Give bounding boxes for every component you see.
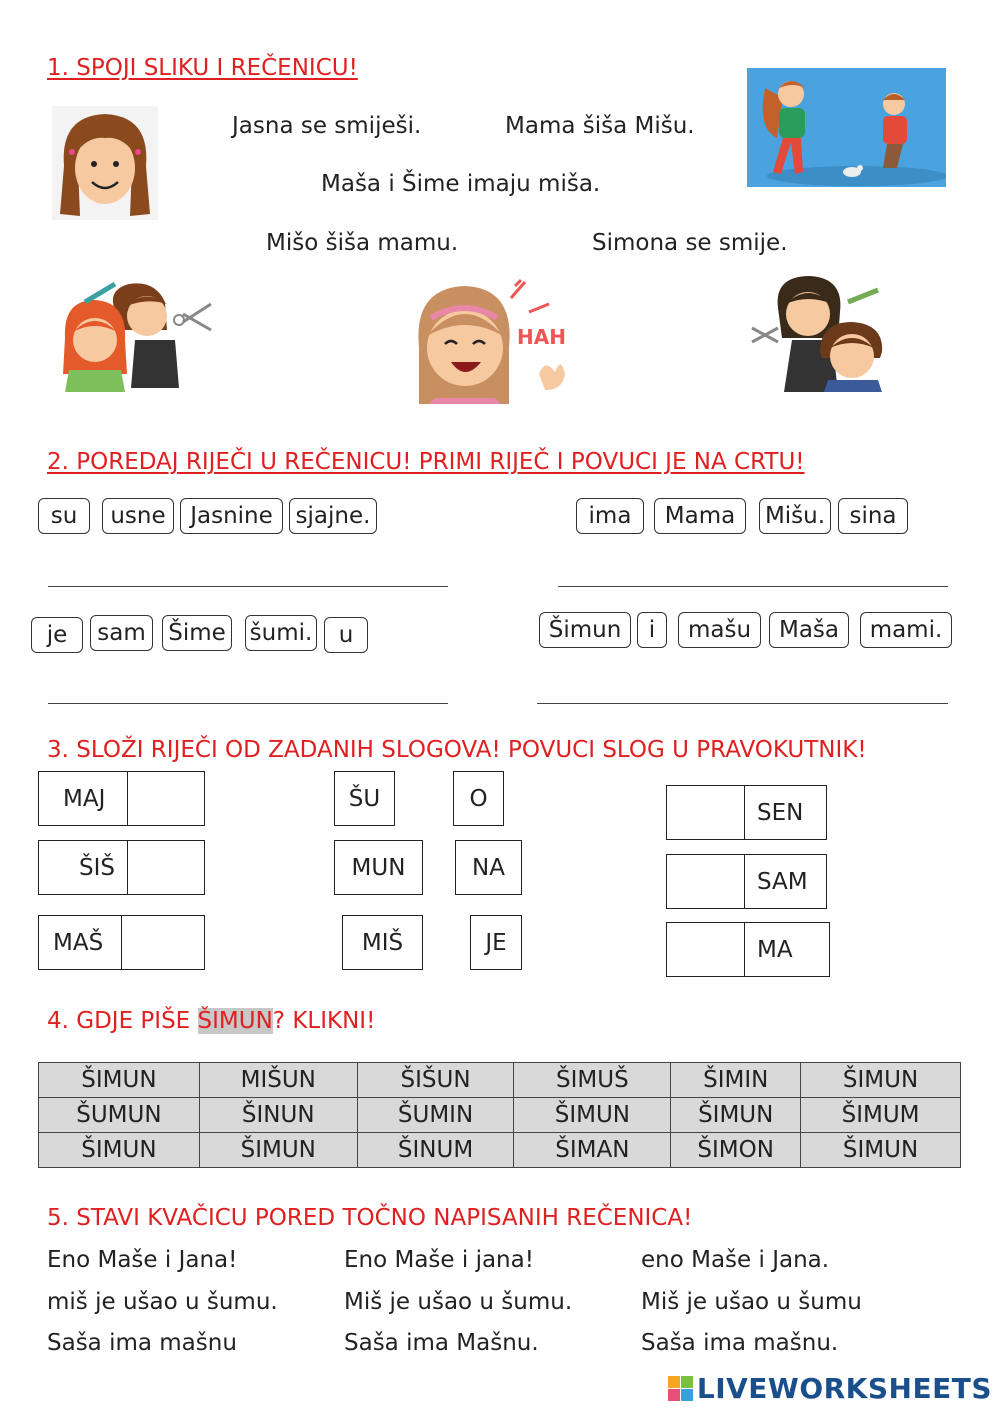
syllable-label: MA bbox=[757, 936, 793, 963]
syllable-tile[interactable]: ŠU bbox=[334, 771, 395, 826]
section1-heading: 1. SPOJI SLIKU I REČENICU! bbox=[47, 55, 358, 81]
word-chip[interactable]: je bbox=[31, 617, 83, 653]
syllable-drop-slot[interactable] bbox=[121, 916, 204, 969]
laughing-girl-image[interactable] bbox=[405, 278, 585, 404]
word-chip[interactable]: šumi. bbox=[245, 615, 317, 651]
syllable-target-box bbox=[38, 840, 205, 895]
word-cell[interactable]: ŠIMUM bbox=[801, 1098, 961, 1133]
section4-heading bbox=[47, 1008, 375, 1034]
section4-heading-suffix: ? KLIKNI! bbox=[272, 1008, 376, 1034]
word-cell[interactable]: ŠIMUN bbox=[671, 1098, 801, 1133]
logo-square bbox=[681, 1376, 693, 1388]
word-grid bbox=[38, 1062, 961, 1168]
haircut-girl-image[interactable] bbox=[55, 270, 215, 392]
word-cell[interactable]: ŠINUN bbox=[199, 1098, 357, 1133]
word-chip[interactable]: mami. bbox=[860, 612, 952, 648]
check-sentence[interactable]: Saša ima mašnu bbox=[47, 1330, 237, 1356]
table-row bbox=[39, 1133, 961, 1168]
sentence-5[interactable]: Simona se smije. bbox=[592, 230, 788, 256]
check-sentence[interactable]: Eno Maše i jana! bbox=[344, 1247, 534, 1273]
word-cell[interactable]: ŠUMIN bbox=[357, 1098, 514, 1133]
kids-with-mouse-image[interactable] bbox=[747, 68, 946, 187]
laugh-text: HAH bbox=[517, 325, 566, 349]
answer-line[interactable] bbox=[48, 703, 448, 704]
word-chip[interactable]: sam bbox=[90, 615, 153, 651]
section4-heading-prefix: 4. GDJE PIŠE bbox=[47, 1008, 198, 1034]
word-cell[interactable]: ŠIMUN bbox=[801, 1063, 961, 1098]
syllable-tile[interactable]: O bbox=[453, 771, 504, 826]
word-chip[interactable]: Maša bbox=[769, 612, 849, 648]
sentence-2[interactable]: Mama šiša Mišu. bbox=[505, 113, 695, 139]
syllable-drop-slot[interactable] bbox=[127, 841, 204, 894]
word-chip[interactable]: i bbox=[637, 612, 667, 648]
word-chip[interactable]: su bbox=[38, 498, 90, 534]
word-cell[interactable]: ŠIMIN bbox=[671, 1063, 801, 1098]
check-sentence[interactable]: eno Maše i Jana. bbox=[641, 1247, 830, 1273]
table-row bbox=[39, 1063, 961, 1098]
word-chip[interactable]: Jasnine bbox=[180, 498, 283, 534]
syllable-drop-slot[interactable] bbox=[667, 786, 745, 839]
word-chip[interactable]: ima bbox=[576, 498, 644, 534]
word-chip[interactable]: mašu bbox=[678, 612, 761, 648]
syllable-target-box bbox=[38, 915, 205, 970]
haircut-boy-image[interactable] bbox=[748, 268, 898, 392]
liveworksheets-logo bbox=[668, 1372, 992, 1405]
word-chip[interactable]: sina bbox=[838, 498, 908, 534]
word-chip[interactable]: Šime bbox=[162, 615, 232, 651]
syllable-drop-slot[interactable] bbox=[667, 923, 745, 976]
word-cell[interactable]: ŠIMUN bbox=[39, 1133, 200, 1168]
sentence-1[interactable]: Jasna se smiješi. bbox=[232, 113, 422, 139]
word-cell[interactable]: ŠIMUŠ bbox=[514, 1063, 671, 1098]
syllable-label: MAŠ bbox=[53, 929, 104, 956]
word-chip[interactable]: Mišu. bbox=[759, 498, 831, 534]
logo-text: LIVEWORKSHEETS bbox=[696, 1372, 992, 1405]
word-cell[interactable]: ŠIMUN bbox=[39, 1063, 200, 1098]
section2-heading: 2. POREDAJ RIJEČI U REČENICU! PRIMI RIJEČ I POVUCI JE NA CRTU! bbox=[47, 449, 805, 475]
sentence-3[interactable]: Maša i Šime imaju miša. bbox=[321, 171, 601, 197]
logo-mark-icon bbox=[668, 1376, 693, 1401]
word-cell[interactable]: ŠIŠUN bbox=[357, 1063, 514, 1098]
word-chip[interactable]: u bbox=[324, 617, 368, 653]
answer-line[interactable] bbox=[537, 703, 948, 704]
syllable-target-box bbox=[38, 771, 205, 826]
syllable-tile[interactable]: MIŠ bbox=[342, 915, 423, 970]
syllable-label: ŠIŠ bbox=[79, 854, 115, 881]
check-sentence[interactable]: Saša ima mašnu. bbox=[641, 1330, 839, 1356]
syllable-label: MAJ bbox=[63, 785, 106, 812]
target-word-highlight: ŠIMUN bbox=[197, 1008, 273, 1034]
section3-heading: 3. SLOŽI RIJEČI OD ZADANIH SLOGOVA! POVUCI SLOG U PRAVOKUTNIK! bbox=[47, 737, 867, 763]
section5-heading: 5. STAVI KVAČICU PORED TOČNO NAPISANIH REČENICA! bbox=[47, 1205, 693, 1231]
syllable-label: SAM bbox=[757, 868, 808, 895]
check-sentence[interactable]: Eno Maše i Jana! bbox=[47, 1247, 238, 1273]
syllable-tile[interactable]: MUN bbox=[334, 840, 423, 895]
table-row bbox=[39, 1098, 961, 1133]
word-cell[interactable]: MIŠUN bbox=[199, 1063, 357, 1098]
syllable-tile[interactable]: JE bbox=[470, 915, 522, 970]
word-cell[interactable]: ŠIMAN bbox=[514, 1133, 671, 1168]
logo-square bbox=[681, 1389, 693, 1401]
check-sentence[interactable]: Saša ima Mašnu. bbox=[344, 1330, 539, 1356]
word-chip[interactable]: usne bbox=[102, 498, 174, 534]
word-cell[interactable]: ŠINUM bbox=[357, 1133, 514, 1168]
answer-line[interactable] bbox=[48, 586, 448, 587]
syllable-drop-slot[interactable] bbox=[127, 772, 204, 825]
syllable-tile[interactable]: NA bbox=[455, 840, 522, 895]
word-chip[interactable]: sjajne. bbox=[289, 498, 377, 534]
word-chip[interactable]: Mama bbox=[654, 498, 746, 534]
word-cell[interactable]: ŠIMUN bbox=[801, 1133, 961, 1168]
answer-line[interactable] bbox=[558, 586, 948, 587]
syllable-label: SEN bbox=[757, 799, 804, 826]
sentence-4[interactable]: Mišo šiša mamu. bbox=[266, 230, 459, 256]
word-cell[interactable]: ŠIMON bbox=[671, 1133, 801, 1168]
word-cell[interactable]: ŠIMUN bbox=[514, 1098, 671, 1133]
syllable-target-box bbox=[666, 922, 830, 977]
check-sentence[interactable]: Miš je ušao u šumu bbox=[641, 1289, 862, 1315]
girl-face-image[interactable] bbox=[52, 106, 158, 220]
check-sentence[interactable]: Miš je ušao u šumu. bbox=[344, 1289, 573, 1315]
check-sentence[interactable]: miš je ušao u šumu. bbox=[47, 1289, 278, 1315]
word-cell[interactable]: ŠUMUN bbox=[39, 1098, 200, 1133]
word-cell[interactable]: ŠIMUN bbox=[199, 1133, 357, 1168]
syllable-drop-slot[interactable] bbox=[667, 855, 745, 908]
logo-square bbox=[668, 1389, 680, 1401]
word-chip[interactable]: Šimun bbox=[539, 612, 631, 648]
syllable-target-box bbox=[666, 785, 827, 840]
syllable-target-box bbox=[666, 854, 827, 909]
logo-square bbox=[668, 1376, 680, 1388]
